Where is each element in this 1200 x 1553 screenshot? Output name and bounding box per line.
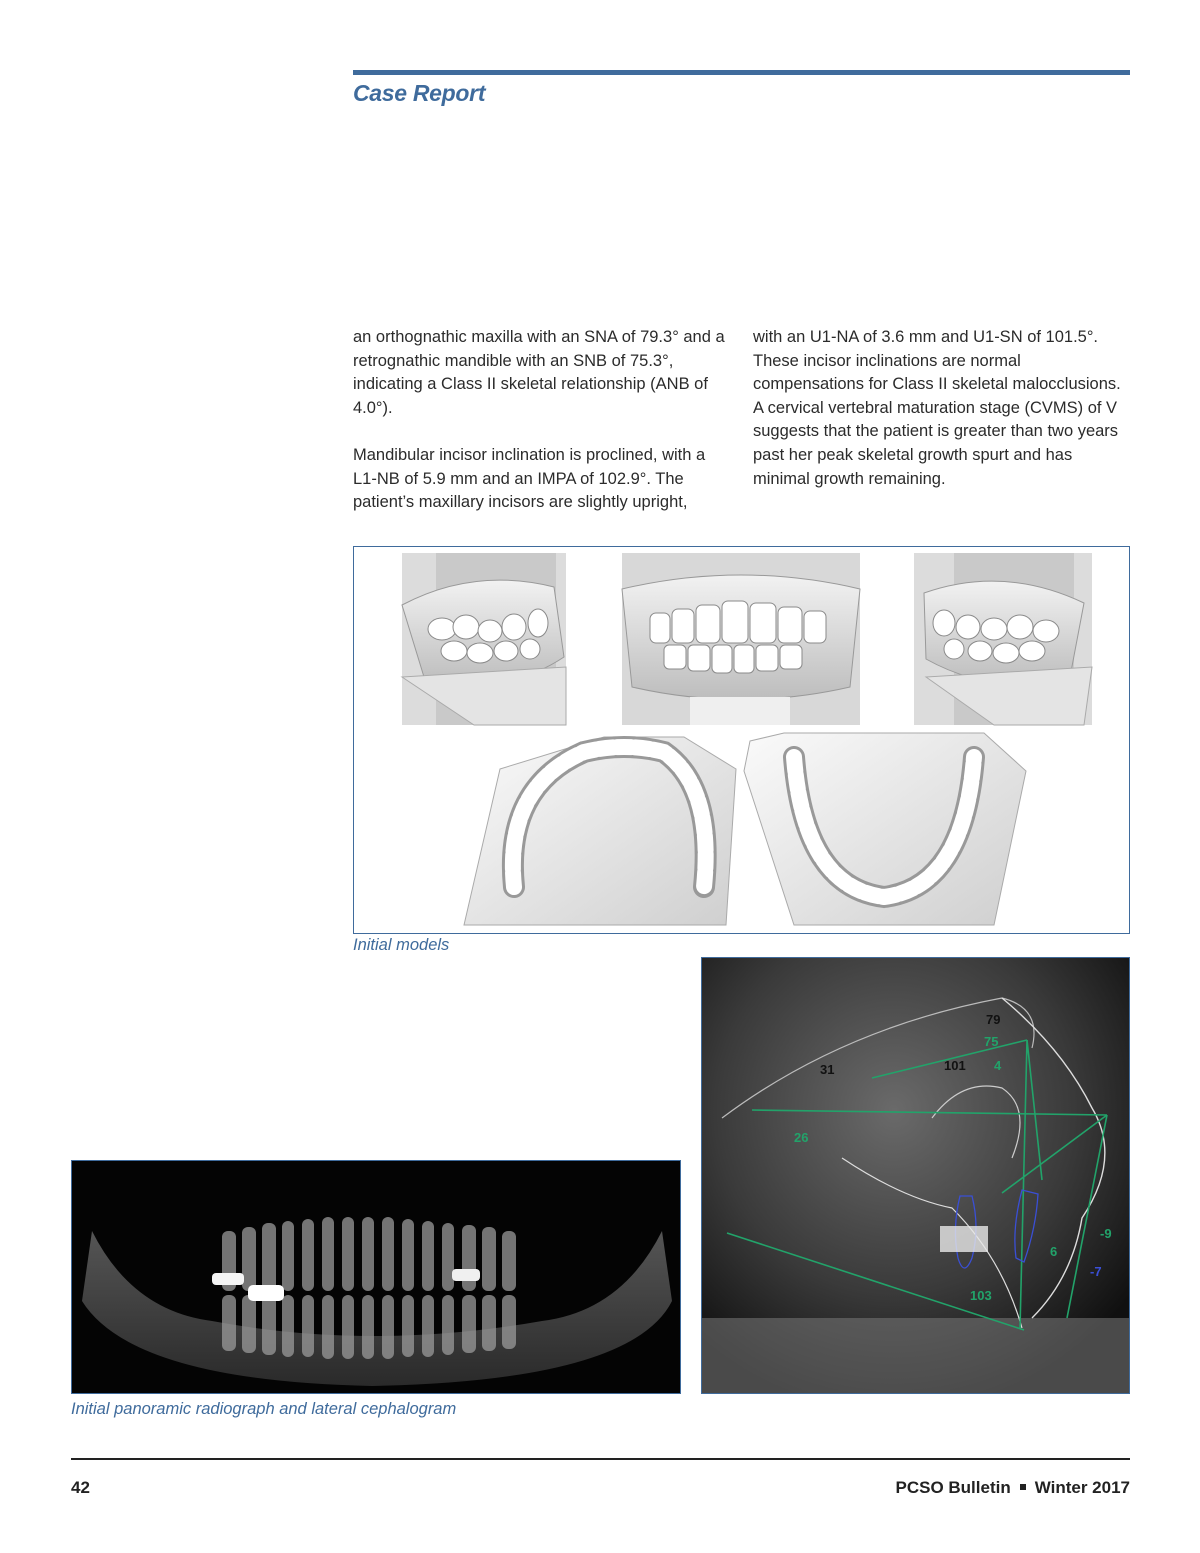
publication-info: [895, 1478, 1130, 1498]
ceph-label: 31: [820, 1062, 835, 1077]
ceph-label: 75: [984, 1034, 999, 1049]
publication-name: PCSO Bulletin: [895, 1478, 1011, 1497]
ceph-label: -7: [1090, 1264, 1102, 1279]
publication-issue: Winter 2017: [1034, 1478, 1130, 1497]
body-paragraph: Mandibular incisor inclination is proclined, with a L1-NB of 5.9 mm and an IMPA of 102.9°. The patient’s maxillary incisors are slightly upright,: [353, 445, 706, 512]
body-paragraph: an orthognathic maxilla with an SNA of 79.3° and a retrognathic mandible with an SNB of 75.3°, indicating a Class II skeletal relationship (ANB of 4.0°).: [353, 328, 725, 417]
panoramic-radiograph-figure: [71, 1160, 681, 1394]
ceph-label: 6: [1050, 1244, 1058, 1259]
initial-models-figure: [353, 546, 1130, 934]
dental-models-image: [354, 547, 1129, 933]
footer-rule: [71, 1458, 1130, 1460]
body-column-1: [353, 326, 733, 538]
ceph-label: 79: [986, 1012, 1001, 1027]
body-paragraph: with an U1-NA of 3.6 mm and U1-SN of 101.5°. These incisor inclinations are normal compensations for Class II skeletal malocclusions. A cervical vertebral maturation stage (CVMS) of V suggests that the patient is greater than two years past her peak skeletal growth spurt and has minimal growth remaining.: [753, 328, 1121, 488]
ceph-label: 101: [944, 1058, 966, 1073]
panoramic-radiograph-image: [72, 1161, 680, 1393]
section-title: Case Report: [353, 80, 486, 106]
models-caption: Initial models: [353, 936, 450, 954]
body-column-2: [753, 326, 1133, 515]
cephalogram-image: [702, 958, 1129, 1393]
page-number: 42: [71, 1478, 90, 1497]
radiographs-caption: Initial panoramic radiograph and lateral cephalogram: [71, 1400, 457, 1418]
header-rule: [353, 70, 1130, 75]
ceph-label: -9: [1100, 1226, 1112, 1241]
separator-square: [1020, 1484, 1026, 1490]
ceph-label: 103: [970, 1288, 992, 1303]
ceph-label: 26: [794, 1130, 809, 1145]
lateral-cephalogram-figure: [701, 957, 1130, 1394]
ceph-label: 4: [994, 1058, 1002, 1073]
